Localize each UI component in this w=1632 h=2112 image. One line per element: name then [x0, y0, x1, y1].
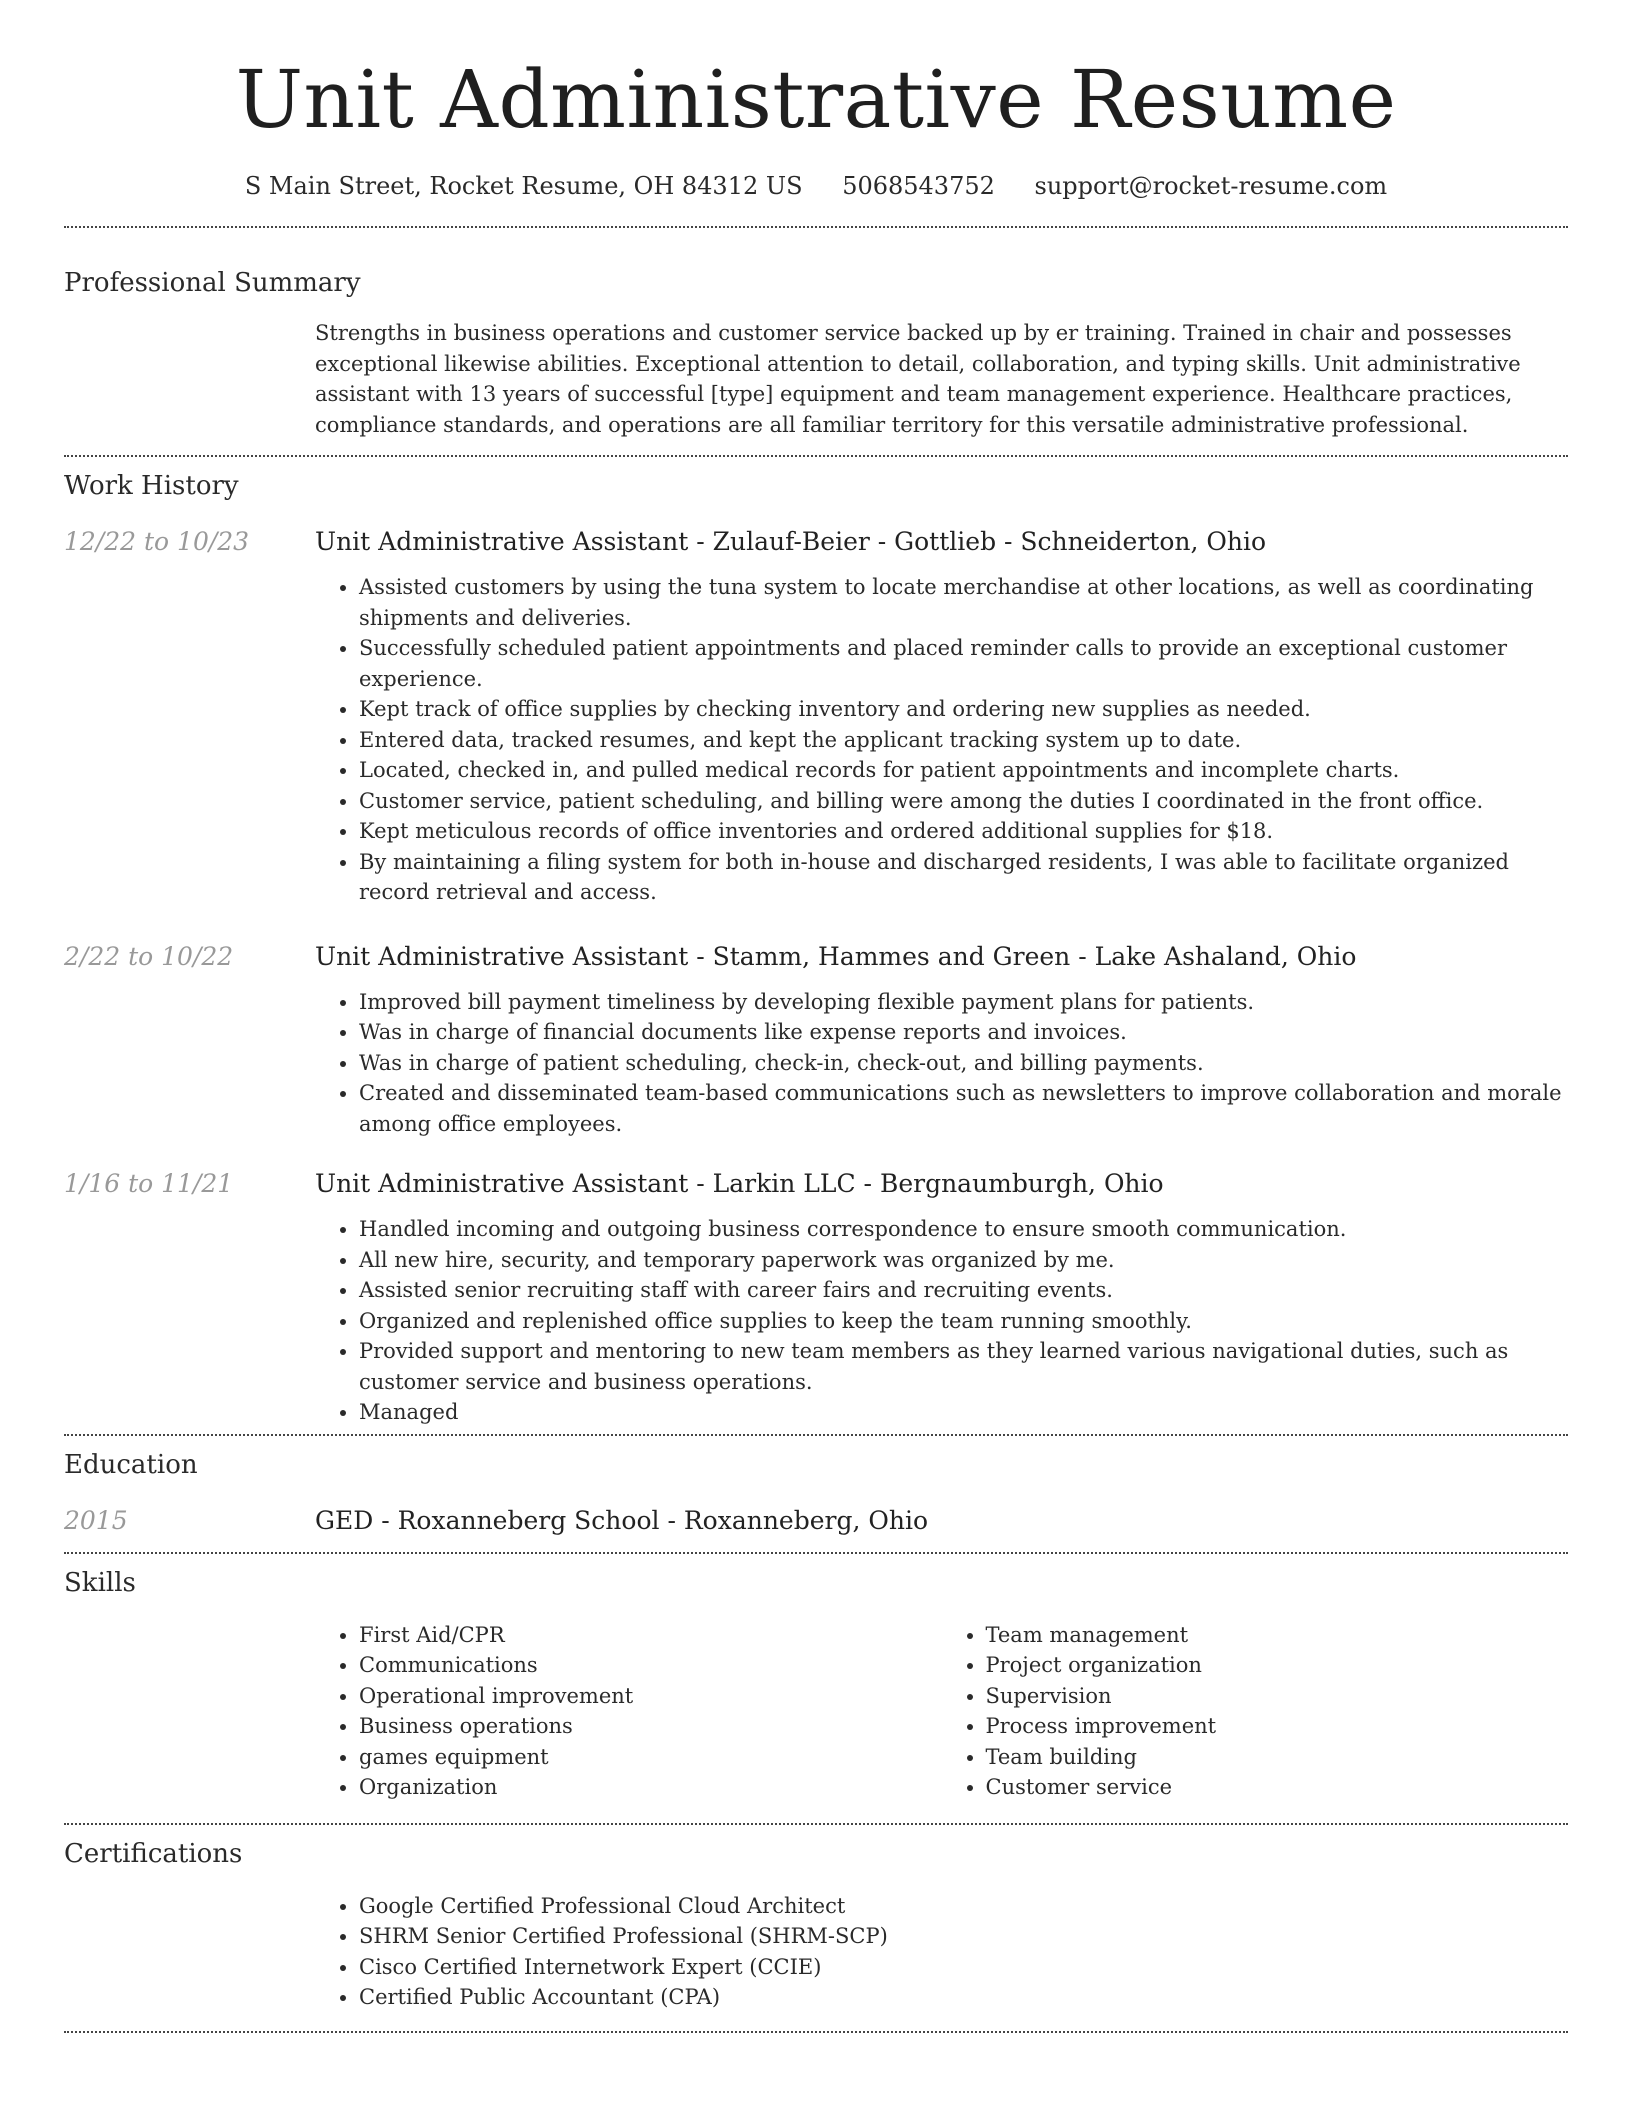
job-title: Unit Administrative Assistant - Zulauf-Beier - Gottlieb - Schneiderton, Ohio [315, 527, 1267, 556]
list-item: • Google Certified Professional Cloud Architect [359, 1891, 1568, 1922]
list-item: • Improved bill payment timeliness by developing flexible payment plans for patients. [359, 987, 1568, 1018]
job-title: Unit Administrative Assistant - Larkin LLC - Bergnaumburgh, Ohio [315, 1169, 1164, 1198]
education-date: 2015 [64, 1505, 128, 1535]
job-title: Unit Administrative Assistant - Stamm, Hammes and Green - Lake Ashaland, Ohio [315, 941, 1357, 971]
list-item: • Operational improvement [359, 1681, 942, 1712]
section-title-work-history: Work History [64, 471, 239, 501]
list-item: • First Aid/CPR [359, 1620, 942, 1651]
contact-address: S Main Street, Rocket Resume, OH 84312 US [244, 172, 803, 200]
resume-page [64, 0, 1568, 2033]
skills-list-right [942, 1620, 1569, 1803]
summary-section [64, 266, 1568, 440]
list-item: • Team management [986, 1620, 1569, 1651]
list-item: • Communications [359, 1650, 942, 1681]
job-entry [64, 525, 1568, 908]
education-entry [64, 1504, 1568, 1538]
work-history-section [64, 469, 1568, 1428]
list-item: • Created and disseminated team-based communications such as newsletters to improve collaboration and morale among office employees. [359, 1078, 1568, 1139]
job-entry [64, 940, 1568, 1140]
contact-phone: 5068543752 [842, 172, 995, 200]
list-item: • By maintaining a filing system for both in-house and discharged residents, I was able to facilitate organized record retrieval and access. [359, 847, 1568, 908]
list-item: • Successfully scheduled patient appointments and placed reminder calls to provide an exceptional customer experience. [359, 633, 1568, 694]
list-item: • Process improvement [986, 1711, 1569, 1742]
list-item: • Team building [986, 1742, 1569, 1773]
resume-name: Unit Administrative Resume [235, 53, 1397, 146]
education-section [64, 1448, 1568, 1538]
certifications-section [64, 1837, 1568, 2013]
job-date: 2/22 to 10/22 [64, 941, 234, 971]
list-item: • Kept meticulous records of office inventories and ordered additional supplies for $18. [359, 816, 1568, 847]
job-entry [64, 1167, 1568, 1428]
list-item: • Assisted customers by using the tuna system to locate merchandise at other locations, as well as coordinating shipments and deliveries. [359, 572, 1568, 633]
divider [64, 226, 1568, 228]
job-date: 1/16 to 11/21 [64, 1169, 234, 1198]
divider [64, 1552, 1568, 1554]
list-item: • Was in charge of financial documents like expense reports and invoices. [359, 1017, 1568, 1048]
section-title-skills: Skills [64, 1567, 136, 1598]
skills-columns [315, 1620, 1568, 1803]
list-item: • Assisted senior recruiting staff with career fairs and recruiting events. [359, 1275, 1568, 1306]
job-bullets [315, 987, 1568, 1140]
list-item: • Cisco Certified Internetwork Expert (CCIE) [359, 1952, 1568, 1983]
section-title-summary: Professional Summary [64, 268, 361, 298]
skills-list-left [315, 1620, 942, 1803]
list-item: • Customer service, patient scheduling, and billing were among the duties I coordinated in the front office. [359, 786, 1568, 817]
list-item: • All new hire, security, and temporary paperwork was organized by me. [359, 1245, 1568, 1276]
list-item: • SHRM Senior Certified Professional (SHRM-SCP) [359, 1921, 1568, 1952]
list-item: • Customer service [986, 1772, 1569, 1803]
list-item: • Located, checked in, and pulled medical records for patient appointments and incomplete charts. [359, 755, 1568, 786]
list-item: • Kept track of office supplies by checking inventory and ordering new supplies as needed. [359, 694, 1568, 725]
list-item: • Provided support and mentoring to new team members as they learned various navigational duties, such as customer service and business operations. [359, 1336, 1568, 1397]
contact-email[interactable]: support@rocket-resume.com [1034, 172, 1388, 200]
job-date: 12/22 to 10/23 [64, 527, 250, 556]
section-title-certifications: Certifications [64, 1838, 243, 1869]
skills-section [64, 1566, 1568, 1803]
contact-line [64, 168, 1568, 204]
list-item: • Supervision [986, 1681, 1569, 1712]
summary-text: Strengths in business operations and customer service backed up by er training. Trained in chair and possesses exceptional likewise abilities. Exceptional attention to detail, collaboration, and typing skills. Unit administrative assistant with 13 years of successful [type] equipment and team management experience. Healthcare practices, compliance standards, and operations are all familiar territory for this versatile administrative professional. [315, 321, 1521, 437]
list-item: • Organization [359, 1772, 942, 1803]
list-item: • Business operations [359, 1711, 942, 1742]
list-item: • Project organization [986, 1650, 1569, 1681]
list-item: • Certified Public Accountant (CPA) [359, 1982, 1568, 2013]
divider [64, 2031, 1568, 2033]
job-bullets [315, 572, 1568, 908]
certifications-list [315, 1891, 1568, 2013]
job-bullets [315, 1214, 1568, 1428]
list-item: • Was in charge of patient scheduling, check-in, check-out, and billing payments. [359, 1048, 1568, 1079]
divider [64, 1823, 1568, 1825]
list-item: • Organized and replenished office supplies to keep the team running smoothly. [359, 1306, 1568, 1337]
list-item: • games equipment [359, 1742, 942, 1773]
education-title: GED - Roxanneberg School - Roxanneberg, Ohio [315, 1505, 929, 1535]
section-title-education: Education [64, 1449, 198, 1480]
divider [64, 455, 1568, 457]
list-item: • Managed [359, 1397, 1568, 1428]
divider [64, 1434, 1568, 1436]
list-item: • Handled incoming and outgoing business correspondence to ensure smooth communication. [359, 1214, 1568, 1245]
list-item: • Entered data, tracked resumes, and kept the applicant tracking system up to date. [359, 725, 1568, 756]
